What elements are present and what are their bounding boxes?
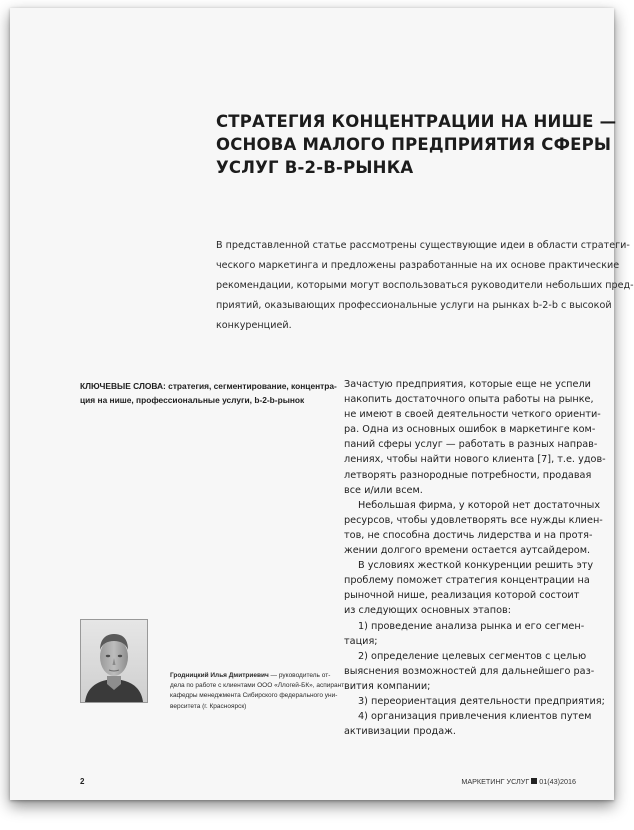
body-line: 1) проведение анализа рынка и его сегмен- [358, 620, 585, 632]
title-line: СТРАТЕГИЯ КОНЦЕНТРАЦИИ НА НИШЕ — [216, 112, 617, 131]
title-line: ОСНОВА МАЛОГО ПРЕДПРИЯТИЯ СФЕРЫ [216, 135, 612, 154]
body-line: ра. Одна из основных ошибок в маркетинге ком- [344, 424, 596, 436]
abstract-line: приятий, оказывающих профессиональные услуги на рынках b-2-b с высокой [216, 300, 612, 311]
body-line: летворять разнородные потребности, продавая [344, 469, 592, 481]
journal-issue: 01(43)2016 [539, 777, 576, 786]
keywords-line: КЛЮЧЕВЫЕ СЛОВА: стратегия, сегментирование, концентра- [80, 381, 337, 391]
magazine-page [10, 8, 634, 800]
body-line: тация; [344, 635, 378, 647]
body-line: рыночной нише, реализация которой состоит [344, 590, 580, 602]
page-number: 2 [80, 777, 85, 786]
body-line: проблему поможет стратегия концентрации на [344, 575, 590, 587]
body-line: Небольшая фирма, у которой нет достаточных [358, 499, 601, 511]
abstract-line: конкуренцией. [216, 320, 292, 331]
body-line: ресурсов, чтобы удовлетворять все нужды клиен- [344, 514, 603, 526]
author-bio-line: кафедры менеджмента Сибирского федерального уни- [170, 692, 338, 700]
abstract-line: ческого маркетинга и предложены разработанные на их основе практические [216, 260, 620, 271]
author-bio-line: дела по работе с клиентами ООО «Ллогей-БК», аспирант [170, 682, 345, 690]
body-line: не имеют в своей деятельности четкого ориенти- [344, 409, 601, 421]
article-title [216, 110, 617, 179]
author-photo [80, 619, 148, 703]
keywords [80, 380, 337, 407]
body-line: тов, не способна достичь лидерства и на протя- [344, 529, 593, 541]
abstract-line: В представленной статье рассмотрены существующие идеи в области стратеги- [216, 240, 630, 251]
author-name: Гродницкий Илья Дмитриевич [170, 672, 269, 679]
author-bio-text: — руководитель от- [268, 672, 331, 679]
author-portrait-image [81, 620, 147, 702]
body-line: все и/или всем. [344, 484, 423, 496]
body-line: выяснения возможностей для дальнейшего раз- [344, 665, 595, 677]
body-line: 2) определение целевых сегментов с целью [358, 650, 587, 662]
body-line: паний сферы услуг — работать в разных направ- [344, 439, 598, 451]
square-separator-icon [531, 778, 537, 784]
article-abstract [216, 236, 634, 336]
body-line: вития компании; [344, 680, 431, 692]
journal-name: МАРКЕТИНГ УСЛУГ [461, 777, 530, 786]
running-footer [461, 777, 576, 786]
body-line: из следующих основных этапов: [344, 605, 511, 617]
body-line: Зачастую предприятия, которые еще не успели [344, 379, 591, 390]
body-line: активизации продаж. [344, 726, 456, 738]
body-line: 3) переориентация деятельности предприятия; [358, 695, 605, 707]
author-bio-line: верситета (г. Красноярск) [170, 702, 247, 710]
article-body [344, 377, 606, 739]
body-line: жении долгого времени остается аутсайдером. [344, 545, 591, 557]
body-line: лениях, чтобы найти нового клиента [7], т.е. удов- [344, 454, 606, 466]
keywords-line: ция на нише, профессиональные услуги, b-2-b-рынок [80, 394, 305, 405]
title-line: УСЛУГ В-2-В-РЫНКА [216, 158, 414, 177]
abstract-line: рекомендации, которыми могут воспользоваться руководители небольших пред- [216, 280, 634, 291]
author-bio-line [170, 671, 330, 681]
body-line: накопить достаточного опыта работы на рынке, [344, 394, 594, 406]
body-line: В условиях жесткой конкуренции решить эту [358, 560, 594, 572]
author-bio [170, 671, 345, 712]
body-line: 4) организация привлечения клиентов путем [358, 711, 592, 723]
